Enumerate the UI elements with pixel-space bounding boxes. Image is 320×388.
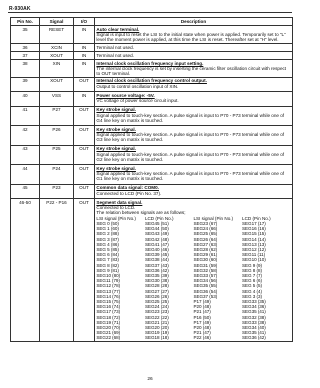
- lsi-signal: SEG 5 (85): [96, 247, 119, 253]
- pin-number: 37: [11, 52, 40, 60]
- lcd-pin: SEG35 (39): [144, 273, 169, 279]
- segment-column: [145, 216, 194, 341]
- lcd-pin: SEG34 (36): [242, 304, 266, 310]
- lcd-pin: SEG 7 (7): [242, 273, 263, 279]
- lcd-pin: SEG36 (42): [242, 335, 266, 341]
- io-direction: OUT: [74, 77, 95, 92]
- header-description: Description: [95, 18, 293, 26]
- lcd-pin: SEG22 (22): [144, 314, 169, 320]
- signal-name: P27: [40, 106, 74, 126]
- lcd-pin: SEG36 (42): [144, 267, 169, 273]
- lsi-signal: SEG30 (60): [193, 257, 218, 263]
- signal-name: P26: [40, 126, 74, 146]
- lcd-pin: SEG14 (14): [242, 236, 266, 242]
- segment-mapping: [96, 216, 290, 341]
- table-row: [11, 106, 293, 126]
- lsi-signal: SEG29 (61): [193, 252, 218, 258]
- lcd-pin: SEG28 (28): [144, 283, 169, 289]
- io-direction: OUT: [74, 184, 95, 199]
- description-title: Common data signal: COM0.: [96, 185, 159, 191]
- pin-number: 38: [11, 60, 40, 78]
- io-direction: IN: [74, 92, 95, 107]
- table-row: [11, 184, 293, 199]
- lcd-pin: SEG26 (26): [144, 293, 169, 299]
- pin-description-table: [10, 17, 293, 342]
- description: [95, 126, 293, 146]
- description: [95, 44, 293, 52]
- signal-name: XOUT: [40, 52, 74, 60]
- description: [95, 77, 293, 92]
- description-title: Segment data signal.: [96, 199, 143, 205]
- description-text: The internal clock frequency is set by inserting the ceramic filter oscillation circuit with respect to OUT terminal.: [96, 65, 287, 76]
- description-text: Connected to LCD (Pin No. 37).: [96, 190, 162, 196]
- lsi-signal: SEG25 (65): [193, 231, 218, 237]
- lsi-signal: SEG 2 (88): [96, 231, 119, 237]
- lsi-signal: P21 (47): [193, 330, 211, 336]
- lcd-pin: SEG43 (49): [144, 231, 169, 237]
- lsi-signal: SEG35 (55): [193, 283, 218, 289]
- table-row: [11, 126, 293, 146]
- description-text: Signal applied to touch-key section. A pulse signal is input to P70 - P73 terminal while one of G3 line key on matrix is touched.: [96, 132, 285, 143]
- lsi-signal: SEG16 (74): [96, 304, 121, 310]
- lsi-signal: SEG 4 (86): [96, 241, 119, 247]
- lsi-signal: SEG10 (80): [96, 273, 121, 279]
- lcd-pin: SEG30 (38): [144, 278, 169, 284]
- description: [95, 60, 293, 78]
- signal-name: P23: [40, 184, 74, 199]
- description-text: Signal applied to touch-key section. A pulse signal is input to P70 - P73 terminal while one of G4 line key on matrix is touched.: [96, 112, 285, 123]
- lcd-pin: SEG18 (18): [144, 335, 169, 341]
- lcd-pin: SEG44 (50): [144, 226, 169, 232]
- segment-column: [242, 216, 291, 341]
- lcd-pin: SEG 4 (4): [242, 288, 263, 294]
- lcd-pin: SEG24 (24): [144, 304, 169, 310]
- signal-name: XIN: [40, 60, 74, 78]
- segment-column-header: LCD (Pin No.): [144, 215, 174, 221]
- lsi-signal: SEG 3 (87): [96, 236, 119, 242]
- description-text: VC voltage of power source circuit input.: [96, 98, 179, 104]
- lcd-pin: SEG33 (35): [242, 299, 266, 305]
- signal-name: P22 - P16: [40, 199, 74, 342]
- description-title: Internal clock oscillation frequency input setting.: [96, 60, 204, 66]
- signal-name: P24: [40, 165, 74, 185]
- header-io: I/O: [74, 18, 95, 26]
- segment-column-header: LSI signal (Pin No.): [193, 215, 234, 221]
- description-title: Power source voltage: -5V.: [96, 92, 155, 98]
- lsi-signal: SEG13 (77): [96, 288, 121, 294]
- segment-column: [96, 216, 145, 341]
- lsi-signal: SEG24 (66): [193, 226, 218, 232]
- lcd-pin: SEG21 (21): [144, 319, 169, 325]
- description-title: Auto clear terminal.: [96, 26, 140, 32]
- lsi-signal: SEG11 (79): [96, 278, 120, 284]
- io-direction: OUT: [74, 126, 95, 146]
- description-text: Output to control oscillation input of XIN.: [96, 83, 179, 89]
- lcd-pin: SEG38 (44): [144, 257, 169, 263]
- pin-number: 39: [11, 77, 40, 92]
- lsi-signal: P17 (49): [193, 299, 211, 305]
- lcd-pin: SEG 3 (3): [242, 293, 263, 299]
- lsi-signal: SEG34 (56): [193, 278, 218, 284]
- lcd-pin: SEG34 (40): [242, 325, 266, 331]
- lcd-pin: SEG42 (48): [144, 236, 169, 242]
- description-text: Signal applied to touch-key section. A pulse signal is input to P70 - P73 terminal while one of G1 line key on matrix is touched.: [96, 171, 285, 182]
- lcd-pin: SEG25 (25): [144, 299, 169, 305]
- lcd-pin: SEG 9 (9): [242, 262, 263, 268]
- lcd-pin: SEG20 (20): [144, 325, 169, 331]
- lsi-signal: P20 (48): [193, 325, 211, 331]
- description-text: Connected to LCD.: [96, 205, 136, 211]
- table-row: [11, 92, 293, 107]
- segment-column-header: LSI signal (Pin No.): [96, 215, 136, 221]
- lsi-signal: SEG33 (57): [193, 273, 218, 279]
- description: [95, 106, 293, 126]
- description: [95, 26, 293, 44]
- lcd-pin: SEG33 (38): [242, 319, 266, 325]
- lcd-pin: SEG35 (41): [242, 309, 266, 315]
- segment-column-header: LCD (Pin No.): [242, 215, 271, 221]
- lsi-signal: SEG36 (54): [193, 288, 218, 294]
- pin-number: 43: [11, 145, 40, 165]
- lsi-signal: SEG23 (67): [193, 221, 218, 226]
- lcd-pin: SEG 6 (6): [242, 278, 263, 284]
- lcd-pin: SEG17 (17): [242, 221, 266, 226]
- table-row: [11, 199, 293, 342]
- description-title: Key strobe signal.: [96, 146, 136, 152]
- table-row: [11, 77, 293, 92]
- pin-number: 46-50: [11, 199, 40, 342]
- table-row: [11, 60, 293, 78]
- pin-number: 35: [11, 26, 40, 44]
- segment-column: [193, 216, 242, 341]
- io-direction: OUT: [74, 165, 95, 185]
- table-row: [11, 26, 293, 44]
- lcd-pin: SEG41 (47): [144, 241, 169, 247]
- table-row: [11, 44, 293, 52]
- signal-name: VSS: [40, 92, 74, 107]
- io-direction: IN: [74, 60, 95, 78]
- io-direction: OUT: [74, 199, 95, 342]
- lcd-pin: SEG37 (43): [144, 262, 169, 268]
- io-direction: OUT: [74, 145, 95, 165]
- lsi-signal: SEG20 (70): [96, 325, 121, 331]
- header-rule: [8, 12, 292, 13]
- lcd-pin: SEG16 (16): [242, 226, 266, 232]
- description-title: Key strobe signal.: [96, 165, 136, 171]
- description-title: Key strobe signal.: [96, 107, 136, 113]
- signal-name: XCIN: [40, 44, 74, 52]
- description-title: Internal clock oscillation frequency control output.: [96, 78, 207, 84]
- lsi-signal: SEG27 (63): [193, 241, 218, 247]
- table-header-row: [11, 18, 293, 26]
- pin-number: 41: [11, 106, 40, 126]
- pin-number: 44: [11, 165, 40, 185]
- lsi-signal: SEG 7 (83): [96, 257, 119, 263]
- header-signal: Signal: [40, 18, 74, 26]
- lsi-signal: SEG15 (75): [96, 299, 121, 305]
- signal-name: XOUT: [40, 77, 74, 92]
- io-direction: IN: [74, 52, 95, 60]
- table-row: [11, 165, 293, 185]
- lsi-signal: SEG22 (68): [96, 335, 121, 341]
- lcd-pin: SEG45 (51): [144, 221, 169, 226]
- lsi-signal: SEG31 (59): [193, 262, 218, 268]
- lcd-pin: SEG40 (46): [144, 247, 169, 253]
- description-text: Terminal not used.: [96, 44, 134, 50]
- lcd-pin: SEG11 (11): [242, 252, 266, 258]
- lcd-pin: SEG35 (41): [242, 330, 266, 336]
- description: [95, 92, 293, 107]
- header-pin: Pin No.: [11, 18, 40, 26]
- io-direction: IN: [74, 44, 95, 52]
- lcd-pin: SEG15 (15): [242, 231, 266, 237]
- lsi-signal: P20 (48): [193, 304, 211, 310]
- lsi-signal: SEG 0 (50): [96, 221, 119, 226]
- lcd-pin: SEG 8 (8): [242, 267, 263, 273]
- pin-number: 42: [11, 126, 40, 146]
- io-direction: IN: [74, 26, 95, 44]
- pin-number: 40: [11, 92, 40, 107]
- lsi-signal: SEG 6 (84): [96, 252, 119, 258]
- lcd-pin: SEG12 (12): [242, 247, 266, 253]
- lsi-signal: SEG12 (78): [96, 283, 121, 289]
- signal-name: P25: [40, 145, 74, 165]
- model-number: R-930AK: [9, 6, 31, 12]
- lcd-pin: SEG32 (38): [242, 314, 266, 320]
- lsi-signal: SEG32 (58): [193, 267, 218, 273]
- pin-number: 45: [11, 184, 40, 199]
- lcd-pin: SEG39 (45): [144, 252, 169, 258]
- lsi-signal: SEG 8 (82): [96, 262, 119, 268]
- lsi-signal: SEG 9 (81): [96, 267, 119, 273]
- lsi-signal: SEG14 (76): [96, 293, 121, 299]
- lsi-signal: SEG18 (72): [96, 314, 121, 320]
- lcd-pin: SEG27 (27): [144, 288, 169, 294]
- lcd-pin: SEG13 (13): [242, 241, 266, 247]
- description: [95, 145, 293, 165]
- description-text: The relation between signals are as follows;: [96, 210, 186, 216]
- description-title: Key strobe signal.: [96, 126, 136, 132]
- lsi-signal: SEG19 (71): [96, 319, 121, 325]
- lcd-pin: SEG23 (23): [144, 309, 169, 315]
- description-text: Signal applied to touch-key section. A pulse signal is input to P70 - P73 terminal while one of G2 line key on matrix is touched.: [96, 151, 285, 162]
- description-text: Signal is input to reset the LSI to the initial state when power is applied. Temporarily set to "L" level the moment power is applied, at this time the LSI is reset. Thereafter set at "H" level.: [96, 31, 286, 42]
- description-text: Terminal not used.: [96, 52, 134, 58]
- lsi-signal: SEG17 (73): [96, 309, 121, 315]
- pin-number: 36: [11, 44, 40, 52]
- page-number: 26: [147, 377, 153, 382]
- lcd-pin: SEG10 (10): [242, 257, 266, 263]
- description: [95, 52, 293, 60]
- lsi-signal: P22 (46): [193, 335, 211, 341]
- lsi-signal: P17 (49): [193, 319, 211, 325]
- description: [95, 184, 293, 199]
- io-direction: OUT: [74, 106, 95, 126]
- lsi-signal: SEG21 (69): [96, 330, 121, 336]
- lcd-pin: SEG 5 (5): [242, 283, 263, 289]
- description: [95, 165, 293, 185]
- lsi-signal: SEG 1 (60): [96, 226, 119, 232]
- lsi-signal: P16 (50): [193, 314, 211, 320]
- lcd-pin: SEG19 (19): [144, 330, 169, 336]
- lsi-signal: SEG37 (53): [193, 293, 218, 299]
- table-row: [11, 52, 293, 60]
- lsi-signal: P21 (47): [193, 309, 211, 315]
- lsi-signal: SEG28 (62): [193, 247, 218, 253]
- description: [95, 199, 293, 342]
- table-row: [11, 145, 293, 165]
- signal-name: RESET: [40, 26, 74, 44]
- lsi-signal: SEG26 (64): [193, 236, 218, 242]
